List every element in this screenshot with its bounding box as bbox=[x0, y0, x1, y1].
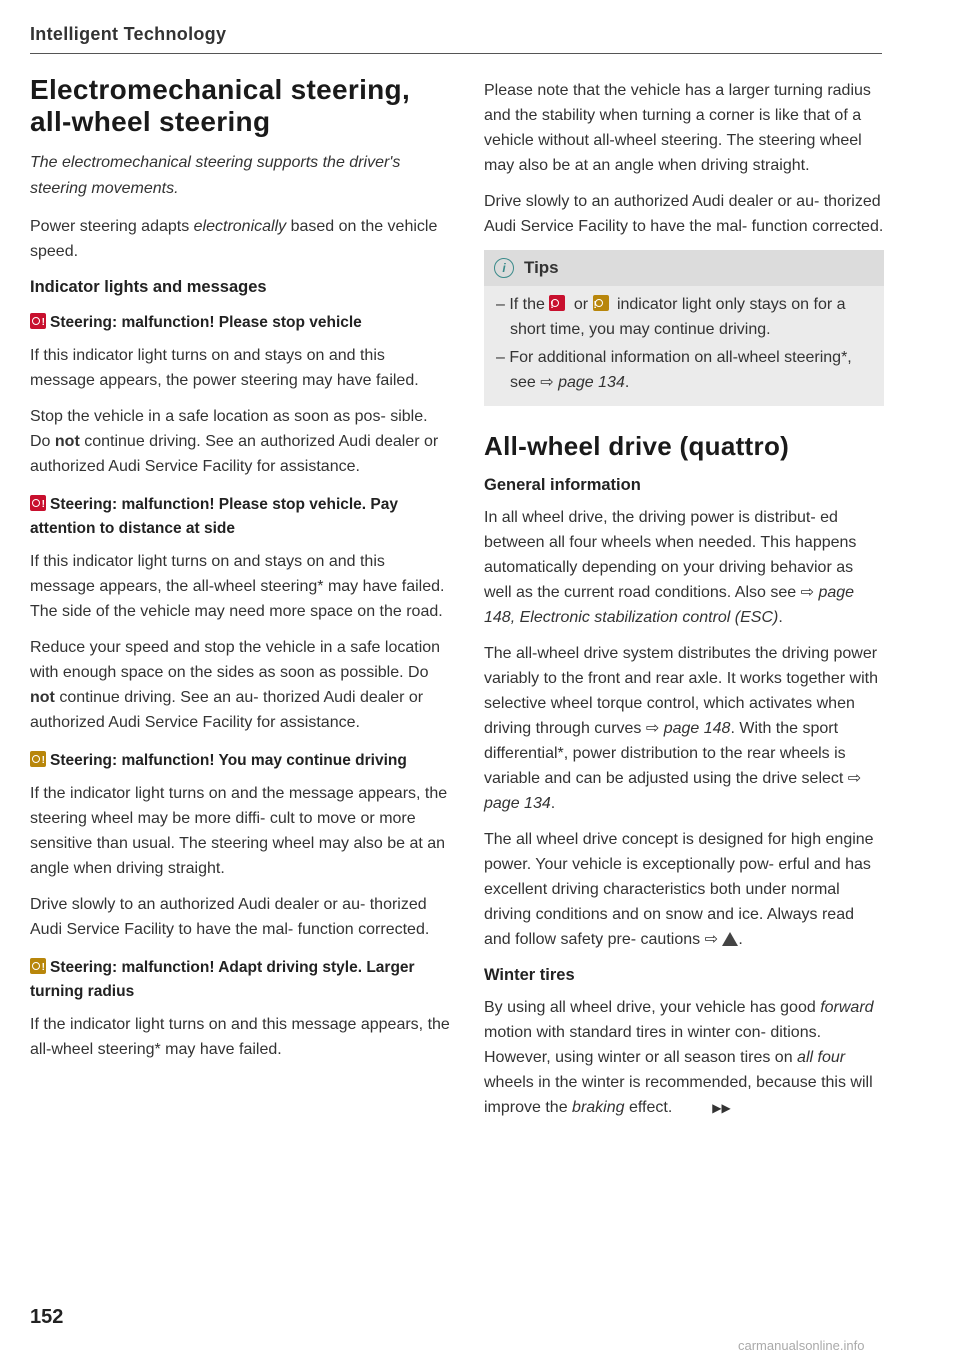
message-text: Steering: malfunction! Please stop vehicle. Pay attention to distance at side bbox=[30, 496, 398, 537]
text-run: Stop the vehicle in a safe location as soon as pos- sible. Do bbox=[30, 408, 428, 450]
right-column bbox=[484, 78, 884, 1132]
emphasis: braking bbox=[572, 1099, 625, 1116]
tip-item: – If the ! or ! indicator light only stays on for a short time, you may continue driving. bbox=[494, 292, 874, 342]
left-column bbox=[30, 74, 450, 1073]
text-run: The all-wheel drive system distributes the driving power variably to the front and rear axle. It works together with selective wheel torque control, which activates when driving through curves bbox=[484, 645, 878, 737]
warning-triangle-icon[interactable] bbox=[722, 932, 738, 946]
steering-warning-red-icon bbox=[549, 295, 565, 311]
paragraph: If this indicator light turns on and stays on and this message appears, the all-wheel steering* may have failed. The side of the vehicle may need more space on the road. bbox=[30, 553, 445, 620]
tips-box bbox=[484, 250, 884, 406]
paragraph: If the indicator light turns on and this message appears, the all-wheel steering* may have failed. bbox=[30, 1016, 450, 1058]
paragraph: If this indicator light turns on and stays on and this message appears, the power steering may have failed. bbox=[30, 347, 419, 389]
emphasis: all four bbox=[797, 1049, 846, 1066]
text-run: Reduce your speed and stop the vehicle in a safe location with enough space on the sides as soon as possible. Do bbox=[30, 639, 441, 681]
paragraph bbox=[484, 995, 884, 1121]
paragraph bbox=[30, 404, 450, 479]
steering-warning-red-icon bbox=[30, 313, 46, 329]
tips-list bbox=[484, 292, 884, 395]
paragraph bbox=[30, 635, 450, 735]
text-run: indicator light only stays on for a short time, you may continue driving. bbox=[510, 296, 846, 338]
text-run: . bbox=[778, 609, 783, 626]
subheading-general: General information bbox=[484, 476, 641, 494]
tips-header bbox=[484, 250, 884, 286]
paragraph bbox=[30, 214, 450, 264]
text-run: Power steering adapts bbox=[30, 218, 194, 235]
message-heading bbox=[30, 311, 450, 335]
paragraph: Please note that the vehicle has a larger turning radius and the stability when turning a corner is like that of a vehicle without all-wheel steering. The steering wheel may also be at an angle when driving straight. bbox=[484, 82, 871, 174]
subheading-indicators: Indicator lights and messages bbox=[30, 278, 267, 296]
reference-arrow: ⇨ bbox=[704, 931, 718, 948]
text-run: For additional information on all-wheel steering*, see bbox=[509, 349, 852, 391]
steering-warning-yellow-icon bbox=[30, 751, 46, 767]
steering-warning-red-icon bbox=[30, 495, 46, 511]
text-run: wheels in the winter is recommended, because this will improve the bbox=[484, 1074, 873, 1116]
message-heading bbox=[30, 749, 450, 773]
text-run: . bbox=[624, 374, 630, 391]
paragraph: Drive slowly to an authorized Audi dealer or au- thorized Audi Service Facility to have the mal- function corrected. bbox=[30, 896, 430, 938]
steering-warning-yellow-icon bbox=[30, 958, 46, 974]
paragraph bbox=[484, 827, 884, 952]
paragraph: Drive slowly to an authorized Audi dealer or au- thorized Audi Service Facility to have the mal- function corrected. bbox=[484, 193, 884, 235]
emphasis: forward bbox=[820, 999, 874, 1016]
text-run: . bbox=[738, 931, 743, 948]
section-title: Intelligent Technology bbox=[30, 24, 227, 44]
text-run: In all wheel drive, the driving power is distribut- ed between all four wheels when needed. This happens automatically depending on your driving behavior as well as the current road conditions. Also see bbox=[484, 509, 857, 601]
emphasis: electronically bbox=[193, 218, 287, 235]
steering-warning-yellow-icon bbox=[593, 295, 609, 311]
message-heading bbox=[30, 493, 450, 541]
page-reference-link[interactable]: ⇨ page 134 bbox=[484, 770, 862, 812]
message-text: Steering: malfunction! Adapt driving style. Larger turning radius bbox=[30, 959, 415, 1000]
page-reference-link[interactable]: ⇨ page 134 bbox=[540, 374, 625, 391]
page-number: 152 bbox=[30, 1306, 64, 1328]
text-run: By using all wheel drive, your vehicle has good bbox=[484, 999, 821, 1016]
text-run: motion with standard tires in winter con- ditions. However, using winter or all season tires on bbox=[484, 1024, 822, 1066]
intro-text: The electromechanical steering supports the driver's steering movements. bbox=[30, 154, 401, 197]
bold-text: not bbox=[54, 433, 80, 450]
watermark: carmanualsonline.info bbox=[738, 1338, 865, 1353]
text-run: continue driving. See an au- thorized Audi dealer or authorized Audi Service Facility for assistance. bbox=[30, 689, 424, 731]
tip-item: – For additional information on all-wheel steering*, see ⇨ page 134. bbox=[496, 349, 852, 391]
text-run: effect. bbox=[624, 1099, 673, 1116]
bold-text: not bbox=[30, 689, 55, 706]
message-heading bbox=[30, 956, 450, 1004]
section-header bbox=[30, 24, 882, 54]
text-run: If the bbox=[509, 296, 550, 313]
paragraph bbox=[484, 505, 884, 630]
text-run: . bbox=[550, 795, 556, 812]
section-title-quattro: All-wheel drive (quattro) bbox=[484, 431, 790, 461]
text-run: based on the vehicle speed. bbox=[30, 218, 438, 260]
text-run: continue driving. See an authorized Audi dealer or authorized Audi Service Facility for assistance. bbox=[30, 433, 439, 475]
subheading-winter-tires: Winter tires bbox=[484, 966, 575, 984]
message-text: Steering: malfunction! You may continue driving bbox=[50, 752, 407, 769]
page-reference-link[interactable]: ⇨ page 148 bbox=[645, 720, 731, 737]
page-title: Electromechanical steering, all-wheel steering bbox=[30, 74, 411, 137]
tips-title: Tips bbox=[524, 258, 559, 277]
text-run: The all wheel drive concept is designed for high engine power. Your vehicle is exceptionally pow- erful and has excellent driving characteristics both under normal driving conditions and on snow and ice. Always read and follow safety pre- cautions bbox=[484, 831, 874, 948]
continue-arrow-icon: ▶▶ bbox=[712, 1101, 731, 1115]
message-text: Steering: malfunction! Please stop vehicle bbox=[50, 314, 362, 331]
paragraph: If the indicator light turns on and the message appears, the steering wheel may be more diffi- cult to move or more sensitive than usual. The steering wheel may also be at an angle when driving straight. bbox=[30, 785, 448, 877]
text-run: or bbox=[569, 296, 593, 313]
info-icon: i bbox=[494, 258, 514, 278]
text-run: . With the sport differential*, power distribution to the rear wheels is variable and can be adjusted using the drive select bbox=[484, 720, 848, 787]
page-reference-link[interactable]: ⇨ page 148, Electronic stabilization control (ESC) bbox=[484, 584, 855, 626]
paragraph bbox=[484, 641, 884, 816]
